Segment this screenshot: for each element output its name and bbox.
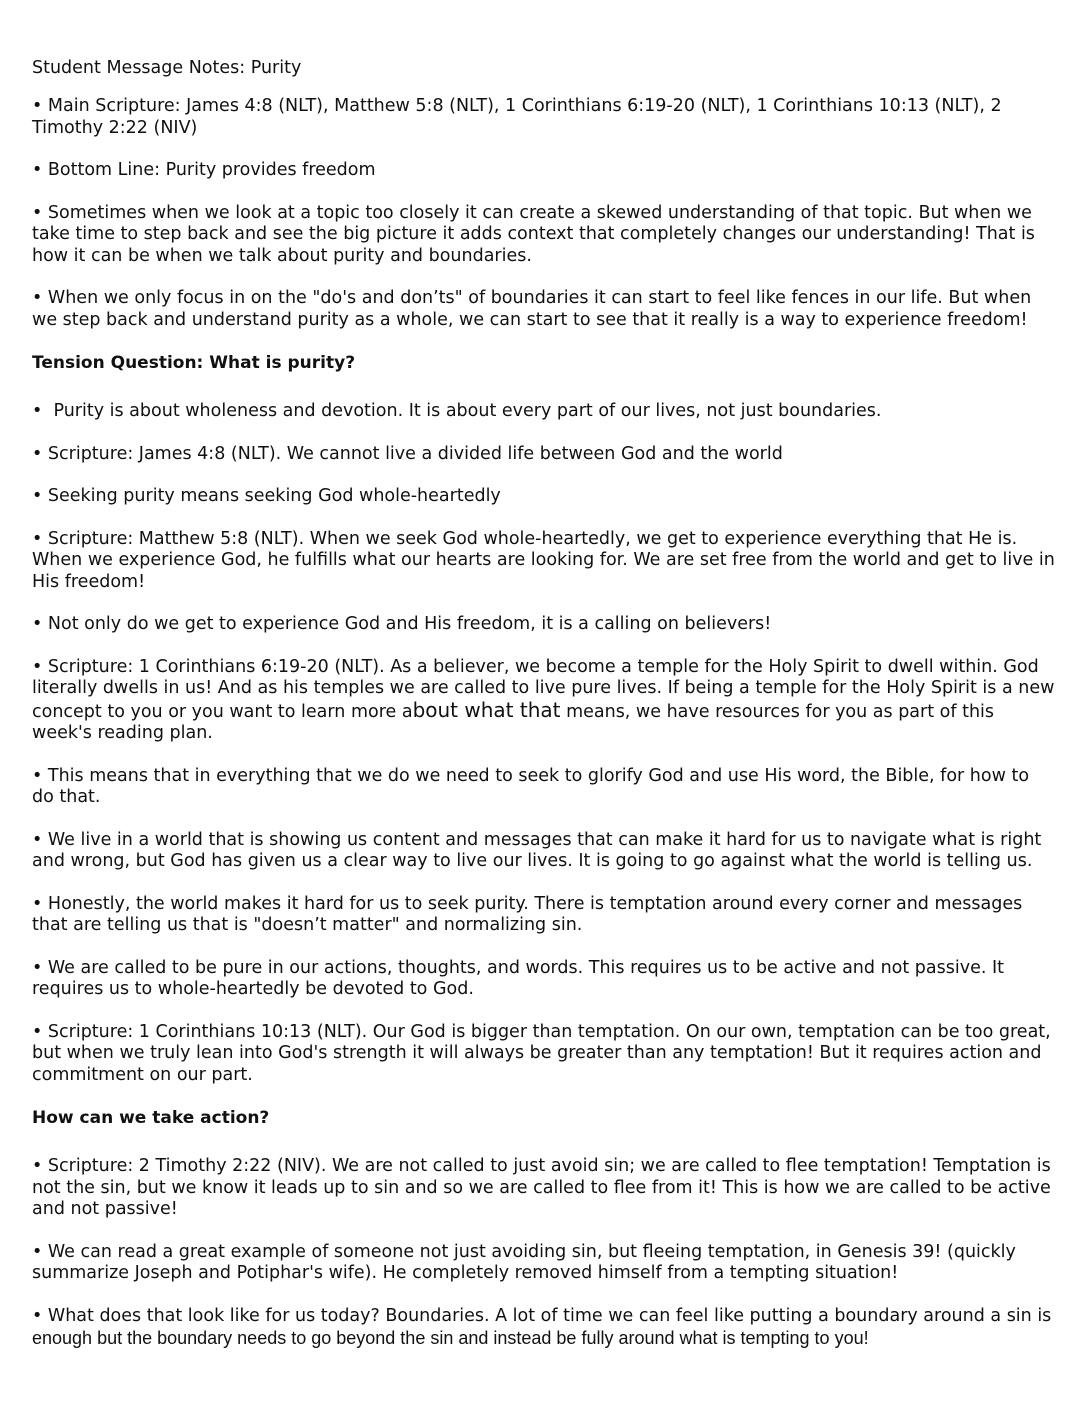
bottom-line-text: Bottom Line: Purity provides freedom: [47, 160, 376, 180]
timothy-scripture-item: [32, 1156, 1056, 1221]
timothy-scripture-text: Scripture: 2 Timothy 2:22 (NIV). We are not called to just avoid sin; we are called to flee temptation! Temptation is not the sin, but we know it leads up to sin and so we are called to flee from it! This is how we are called to be active and not passive!: [32, 1156, 1051, 1219]
honestly-text: Honestly, the world makes it hard for us to seek purity. There is temptation around every corner and messages that are telling us that is "doesn’t matter" and normalizing sin.: [32, 893, 1023, 935]
bullet-icon: •: [32, 829, 43, 850]
glorify-text: This means that in everything that we do we need to seek to glorify God and use His word, the Bible, for how to do that.: [32, 765, 1030, 807]
bullet-icon: •: [32, 486, 43, 506]
document-page: [32, 56, 1056, 1372]
matthew-scripture-text: Scripture: Matthew 5:8 (NLT). When we seek God whole-heartedly, we get to experience everything that He is. When we experience God, he fulfills what our hearts are looking for. We are set free from the world and get to live in His freedom!: [32, 528, 1055, 592]
take-action-heading: How can we take action?: [32, 1108, 270, 1128]
corinthians-6-text-b: bout what that: [412, 697, 561, 722]
intro-paragraph-2: [32, 288, 1056, 331]
bullet-icon: •: [32, 202, 43, 223]
intro-text-2: When we only focus in on the "do's and don’ts" of boundaries it can start to feel like fences in our life. But when we step back and understand purity as a whole, we can start to see that it really is a way to experience freedom!: [32, 288, 1032, 330]
corinthians-6-item: [32, 657, 1056, 745]
honestly-item: [32, 894, 1056, 937]
main-scripture-text: Main Scripture: James 4:8 (NLT), Matthew 5:8 (NLT), 1 Corinthians 6:19-20 (NLT), 1 Corinthians 10:13 (NLT), 2 Timothy 2:22 (NIV): [32, 96, 1002, 138]
main-scripture-item: [32, 96, 1056, 139]
calling-item: [32, 614, 1056, 636]
matthew-scripture-item: [32, 529, 1056, 594]
intro-text-1: Sometimes when we look at a topic too closely it can create a skewed understanding of that topic. But when we take time to step back and see the big picture it adds context that completely changes our understanding! That is how it can be when we talk about purity and boundaries.: [32, 202, 1035, 266]
bullet-icon: •: [32, 1156, 43, 1176]
bullet-icon: •: [32, 443, 43, 464]
genesis-text: We can read a great example of someone not just avoiding sin, but fleeing temptation, in Genesis 39! (quickly summarize Joseph and Potiphar's wife). He completely removed himself from a tempting situation!: [32, 1241, 1016, 1283]
bullet-icon: •: [32, 1305, 43, 1326]
bullet-icon: •: [32, 656, 43, 677]
bullet-icon: •: [32, 893, 43, 914]
world-item: [32, 830, 1056, 873]
boundaries-text-a: What does that look like for us today? Boundaries. A lot of time we can feel like putting a boundary around a sin is: [47, 1305, 1052, 1326]
seeking-purity-item: [32, 486, 1056, 508]
corinthians-6-text-c: means, we have resources for you as part of this week's reading plan.: [32, 701, 995, 743]
called-pure-item: [32, 958, 1056, 1001]
james-scripture-item: [32, 444, 1056, 466]
james-scripture-text: Scripture: James 4:8 (NLT). We cannot live a divided life between God and the world: [47, 443, 783, 464]
bullet-icon: •: [32, 1021, 43, 1042]
bullet-icon: •: [32, 528, 43, 549]
wholeness-text: Purity is about wholeness and devotion. It is about every part of our lives, not just boundaries.: [53, 401, 882, 421]
tension-question-heading: Tension Question: What is purity?: [32, 353, 356, 373]
world-text: We live in a world that is showing us content and messages that can make it hard for us to navigate what is right and wrong, but God has given us a clear way to live our lives. It is going to go against what the world is telling us.: [32, 829, 1042, 871]
corinthians-10-item: [32, 1022, 1056, 1087]
corinthians-6-text-a: Scripture: 1 Corinthians 6:19-20 (NLT). As a believer, we become a temple for the Holy Spirit to dwell within. God literally dwells in us! And as his temples we are called to live pure lives. If being a temple for the Holy Spirit is a new concept to you or you want to learn more a: [32, 656, 1055, 722]
corinthians-10-text: Scripture: 1 Corinthians 10:13 (NLT). Our God is bigger than temptation. On our own, temptation can be too great, but when we truly lean into God's strength it will always be greater than any temptation! But it requires action and commitment on our part.: [32, 1021, 1051, 1085]
boundaries-text-b: enough but the boundary needs to go beyond the sin and instead be fully around what is tempting to you!: [32, 1328, 869, 1348]
intro-paragraph-1: [32, 203, 1056, 268]
genesis-item: [32, 1242, 1056, 1285]
bullet-icon: •: [32, 401, 43, 421]
bullet-icon: •: [32, 957, 43, 978]
bullet-icon: •: [32, 614, 43, 634]
bottom-line-item: [32, 160, 1056, 182]
bullet-icon: •: [32, 160, 43, 180]
document-title: Student Message Notes: Purity: [32, 58, 302, 78]
called-pure-text: We are called to be pure in our actions, thoughts, and words. This requires us to be active and not passive. It requires us to whole-heartedly be devoted to God.: [32, 957, 1004, 999]
glorify-item: [32, 766, 1056, 809]
bullet-icon: •: [32, 288, 43, 308]
seeking-purity-text: Seeking purity means seeking God whole-heartedly: [47, 486, 501, 506]
calling-text: Not only do we get to experience God and His freedom, it is a calling on believers!: [47, 614, 772, 634]
boundaries-item: [32, 1306, 1056, 1351]
bullet-icon: •: [32, 765, 43, 786]
bullet-icon: •: [32, 96, 43, 116]
wholeness-item: [32, 401, 1056, 423]
bullet-icon: •: [32, 1241, 43, 1262]
